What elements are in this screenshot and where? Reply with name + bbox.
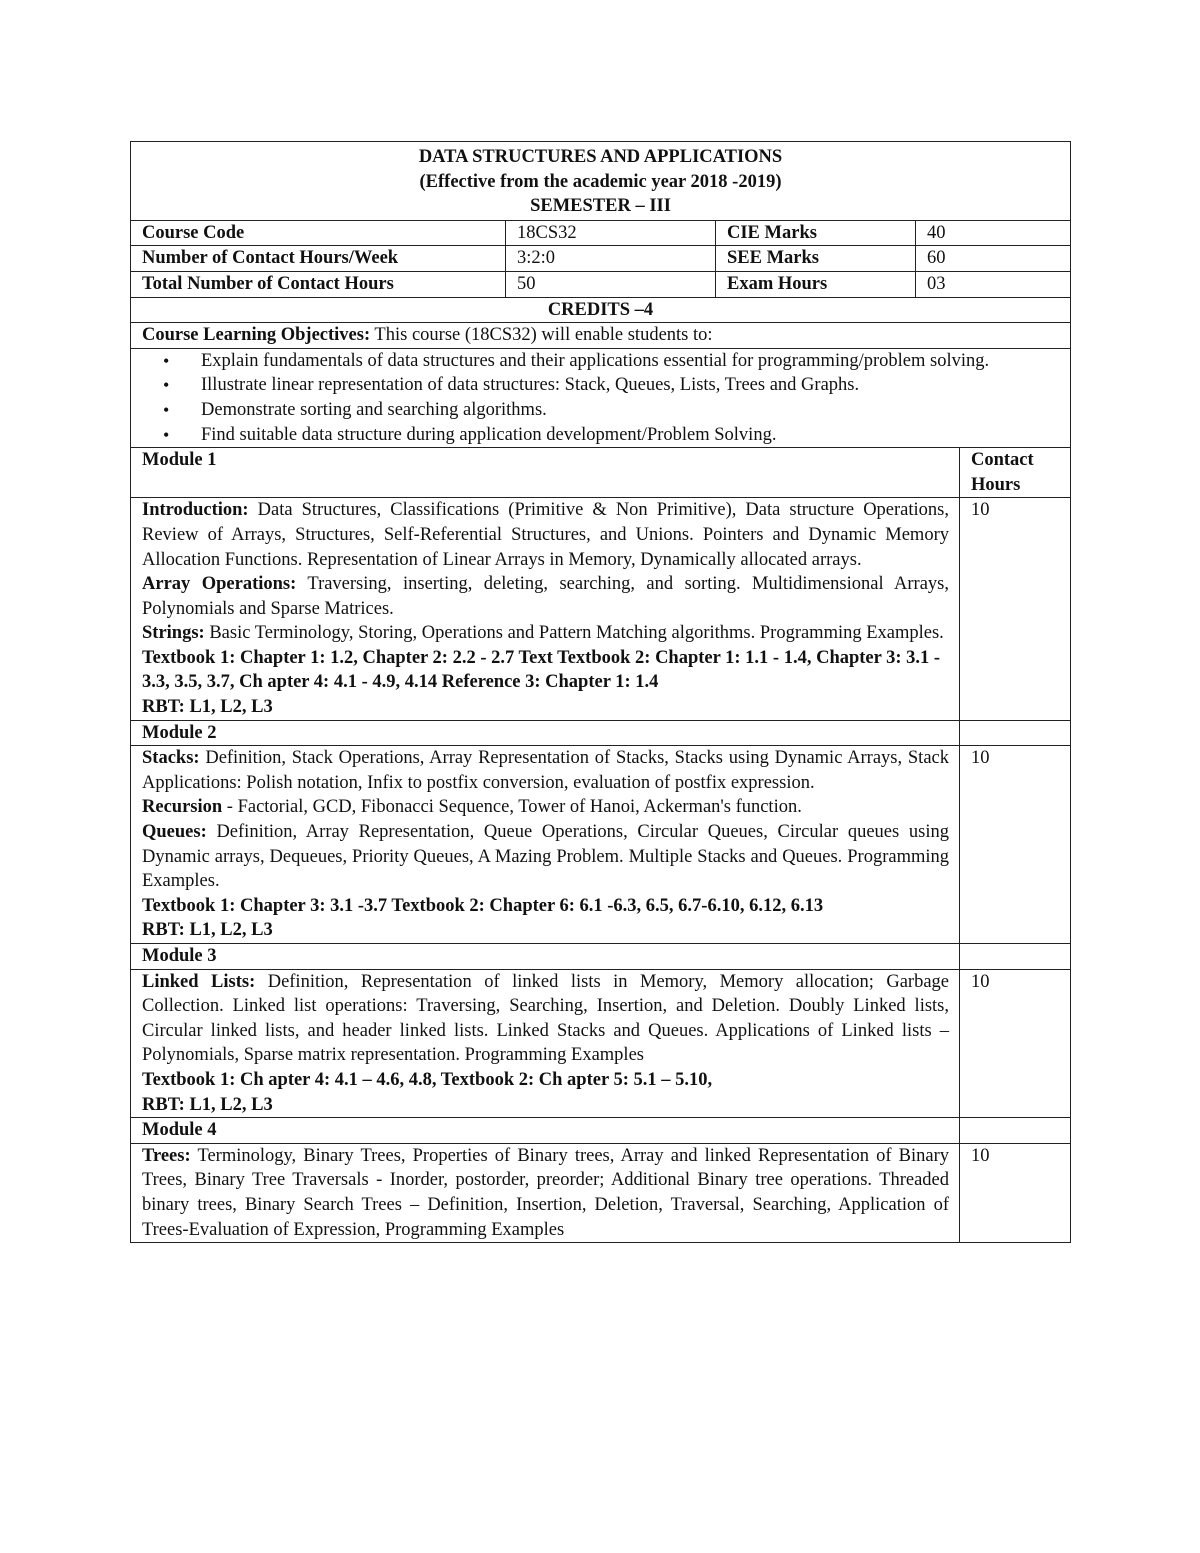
module-column-header: Module 1 xyxy=(131,448,960,498)
module-3-hours: 10 xyxy=(960,969,1071,1118)
module-2-title: Module 2 xyxy=(131,720,960,746)
section-label: Trees: xyxy=(142,1145,191,1166)
module-3-title: Module 3 xyxy=(131,944,960,970)
course-code-value: 18CS32 xyxy=(506,220,716,246)
empty-hours-cell xyxy=(960,1118,1071,1144)
module-1-textbook: Textbook 1: Chapter 1: 1.2, Chapter 2: 2.2 - 2.7 Text Textbook 2: Chapter 1: 1.1 - 1.4, Chapter 3: 3.1 - 3.3, 3.5, 3.7, Ch apter 4: 4.1 - 4.9, 4.14 Reference 3: Chapter 1: 1.4 xyxy=(142,647,941,693)
section-text: Definition, Stack Operations, Array Representation of Stacks, Stacks using Dynamic Arrays, Stack Applications: Polish notation, Infix to postfix conversion, evaluation of postfix expression. xyxy=(142,748,949,793)
module-1-hours: 10 xyxy=(960,498,1071,720)
module-1-content xyxy=(131,498,960,720)
info-row xyxy=(131,246,1071,272)
credits-label: CREDITS –4 xyxy=(131,297,1071,323)
section-text: Definition, Representation of linked lists in Memory, Memory allocation; Garbage Collection. Linked list operations: Traversing, Searching, Insertion, and Deletion. Doubly Linked lists, Circular linked lists, and header linked lists. Linked Stacks and Queues. Applications of Linked lists – Polynomials, Sparse matrix representation. Programming Examples xyxy=(142,971,949,1066)
contact-hours-week-value: 3:2:0 xyxy=(506,246,716,272)
contact-hours-week-label: Number of Contact Hours/Week xyxy=(131,246,506,272)
exam-hours-value: 03 xyxy=(916,271,1071,297)
module-4-content xyxy=(131,1143,960,1242)
module-4-title: Module 4 xyxy=(131,1118,960,1144)
contact-hours-header: Contact Hours xyxy=(960,448,1071,498)
module-2-content xyxy=(131,746,960,944)
syllabus-table xyxy=(130,141,1071,1243)
section-label: Strings: xyxy=(142,623,205,644)
objective-item: • Find suitable data structure during application development/Problem Solving. xyxy=(201,423,1070,448)
course-title: DATA STRUCTURES AND APPLICATIONS xyxy=(418,147,783,167)
section-text: Terminology, Binary Trees, Properties of Binary trees, Array and linked Representation of Binary Trees, Binary Tree Traversals - Inorder, postorder, preorder; Additional Binary tree operations. Threaded binary trees, Binary Search Trees – Definition, Insertion, Deletion, Traversal, Searching, Application of Trees-Evaluation of Expression, Programming Examples xyxy=(142,1145,949,1240)
module-3-textbook: Textbook 1: Ch apter 4: 4.1 – 4.6, 4.8, Textbook 2: Ch apter 5: 5.1 – 5.10, xyxy=(142,1069,713,1090)
info-row xyxy=(131,271,1071,297)
course-title-block xyxy=(131,142,1071,221)
module-4-hours: 10 xyxy=(960,1143,1071,1242)
section-text: Basic Terminology, Storing, Operations and Pattern Matching algorithms. Programming Examples. xyxy=(204,623,944,644)
objectives-intro: This course (18CS32) will enable students to: xyxy=(370,325,713,346)
cie-marks-label: CIE Marks xyxy=(716,220,916,246)
module-2-hours: 10 xyxy=(960,746,1071,944)
empty-hours-cell xyxy=(960,944,1071,970)
objective-item: • Explain fundamentals of data structures and their applications essential for programming/problem solving. xyxy=(201,349,1070,374)
section-label: Array Operations: xyxy=(142,574,297,595)
empty-hours-cell xyxy=(960,720,1071,746)
objective-item: • Demonstrate sorting and searching algorithms. xyxy=(201,398,1070,423)
section-text: Traversing, inserting, deleting, searching, and sorting. Multidimensional Arrays, Polynomials and Sparse Matrices. xyxy=(142,574,949,619)
total-contact-hours-value: 50 xyxy=(506,271,716,297)
syllabus-document xyxy=(130,141,1070,1243)
total-contact-hours-label: Total Number of Contact Hours xyxy=(131,271,506,297)
section-label: Stacks: xyxy=(142,748,200,769)
section-label: Introduction: xyxy=(142,500,249,521)
course-code-label: Course Code xyxy=(131,220,506,246)
module-2-rbt: RBT: L1, L2, L3 xyxy=(142,920,273,941)
module-3-content xyxy=(131,969,960,1118)
semester-label: SEMESTER – III xyxy=(530,196,671,217)
objective-item: • Illustrate linear representation of data structures: Stack, Queues, Lists, Trees and Graphs. xyxy=(201,373,1070,398)
effective-year: (Effective from the academic year 2018 -2019) xyxy=(419,171,782,192)
objectives-label: Course Learning Objectives: xyxy=(142,325,371,346)
objectives-list xyxy=(131,349,1070,447)
module-3-rbt: RBT: L1, L2, L3 xyxy=(142,1094,273,1115)
objectives-list-cell xyxy=(131,348,1071,447)
cie-marks-value: 40 xyxy=(916,220,1071,246)
section-label: Recursion xyxy=(142,797,223,818)
see-marks-label: SEE Marks xyxy=(716,246,916,272)
section-text: Definition, Array Representation, Queue Operations, Circular Queues, Circular queues using Dynamic arrays, Dequeues, Priority Queues, A Mazing Problem. Multiple Stacks and Queues. Programming Examples. xyxy=(142,822,949,892)
see-marks-value: 60 xyxy=(916,246,1071,272)
module-2-textbook: Textbook 1: Chapter 3: 3.1 -3.7 Textbook 2: Chapter 6: 6.1 -6.3, 6.5, 6.7-6.10, 6.12, 6.13 xyxy=(142,895,824,916)
section-text: - Factorial, GCD, Fibonacci Sequence, Tower of Hanoi, Ackerman's function. xyxy=(222,797,802,818)
section-label: Queues: xyxy=(142,822,207,843)
module-1-rbt: RBT: L1, L2, L3 xyxy=(142,697,273,718)
section-text: Data Structures, Classifications (Primitive & Non Primitive), Data structure Operations, Review of Arrays, Structures, Self-Referential Structures, and Unions. Pointers and Dynamic Memory Allocation Functions. Representation of Linear Arrays in Memory, Dynamically allocated arrays. xyxy=(142,500,949,570)
section-label: Linked Lists: xyxy=(142,971,256,992)
info-row xyxy=(131,220,1071,246)
objectives-heading xyxy=(131,323,1071,349)
exam-hours-label: Exam Hours xyxy=(716,271,916,297)
